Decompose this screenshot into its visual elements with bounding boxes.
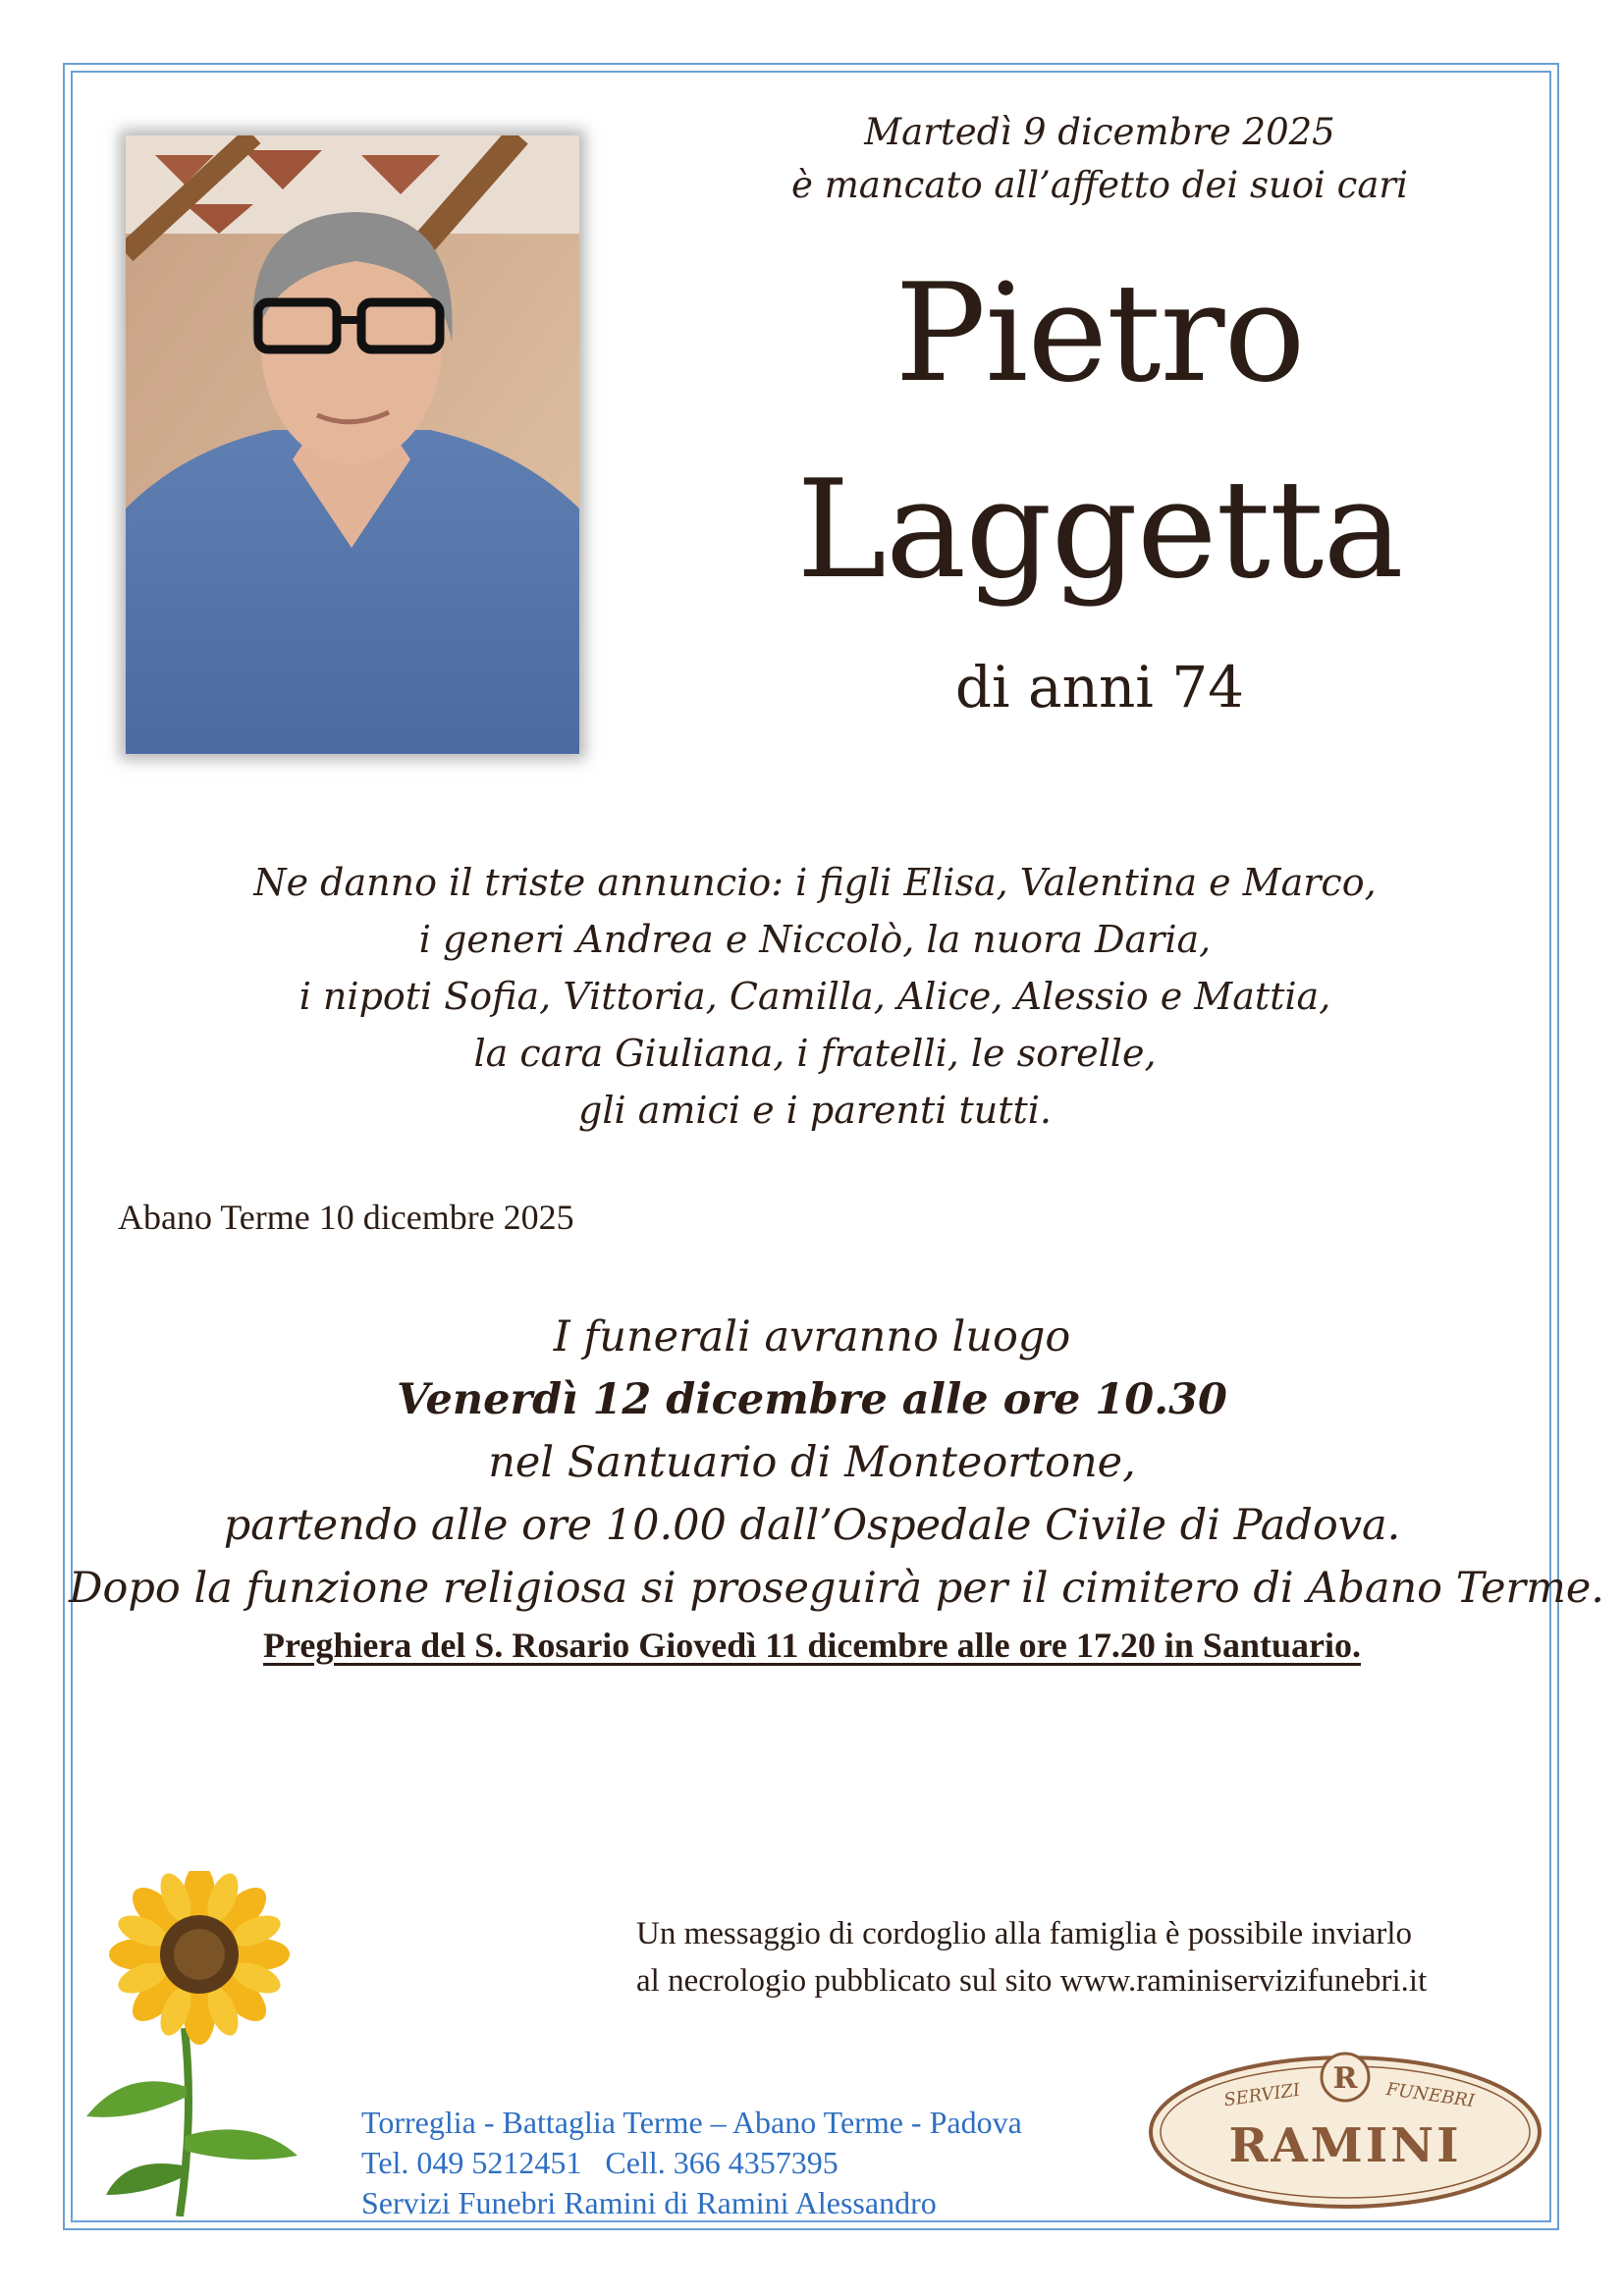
- death-date-block: [727, 106, 1473, 212]
- ramini-logo: [1145, 2038, 1545, 2213]
- funeral-intro: I funerali avranno luogo: [553, 1312, 1071, 1362]
- condolence-message: [636, 1910, 1427, 2004]
- logo-top-right: FUNEBRI: [1384, 2078, 1477, 2112]
- agency-company: Servizi Funebri Ramini di Ramini Alessandro: [361, 2185, 937, 2220]
- portrait-illustration: [126, 135, 579, 754]
- rosary-notice: Preghiera del S. Rosario Giovedì 11 dicembre alle ore 17.20 in Santuario.: [263, 1626, 1361, 1665]
- portrait-photo: [126, 135, 579, 754]
- announcement-line: gli amici e i parenti tutti.: [578, 1089, 1052, 1132]
- agency-locations: Torreglia - Battaglia Terme – Abano Terme - Padova: [361, 2105, 1022, 2140]
- condolence-line: Un messaggio di cordoglio alla famiglia è possibile inviarlo: [636, 1916, 1413, 1951]
- logo-name: RAMINI: [1228, 2118, 1462, 2173]
- age-line: di anni 74: [954, 654, 1245, 721]
- announcement-line: i generi Andrea e Niccolò, la nuora Daria,: [418, 918, 1212, 961]
- last-name: Laggetta: [796, 451, 1403, 609]
- agency-phones: Tel. 049 5212451 Cell. 366 4357395: [361, 2145, 839, 2180]
- condolence-line: al necrologio pubblicato sul sito www.raminiservizifunebri.it: [636, 1963, 1428, 1999]
- funeral-where: nel Santuario di Monteortone,: [488, 1438, 1136, 1487]
- agency-contacts: [361, 2103, 1022, 2223]
- logo-initial: R: [1332, 2061, 1358, 2096]
- announcement-line: i nipoti Sofia, Vittoria, Camilla, Alice, Alessio e Mattia,: [298, 975, 1331, 1018]
- announcement-line: la cara Giuliana, i fratelli, le sorelle,: [473, 1032, 1157, 1075]
- announcement-line: Ne danno il triste annuncio: i figli Elisa, Valentina e Marco,: [253, 861, 1377, 904]
- sunflower-icon: [86, 1871, 312, 2216]
- first-name: Pietro: [894, 254, 1305, 412]
- death-date: Martedì 9 dicembre 2025: [864, 111, 1335, 153]
- place-date: Abano Terme 10 dicembre 2025: [118, 1198, 574, 1237]
- logo-top-left: SERVIZI: [1222, 2079, 1302, 2111]
- announcement-block: [98, 854, 1532, 1139]
- funeral-after: Dopo la funzione religiosa si proseguirà per il cimitero di Abano Terme.: [69, 1564, 1604, 1613]
- funeral-departure: partendo alle ore 10.00 dall’Ospedale Civile di Padova.: [223, 1501, 1401, 1550]
- passing-line: è mancato all’affetto dei suoi cari: [791, 164, 1408, 206]
- funeral-block: [69, 1306, 1604, 1620]
- funeral-when: Venerdì 12 dicembre alle ore 10.30: [397, 1375, 1227, 1424]
